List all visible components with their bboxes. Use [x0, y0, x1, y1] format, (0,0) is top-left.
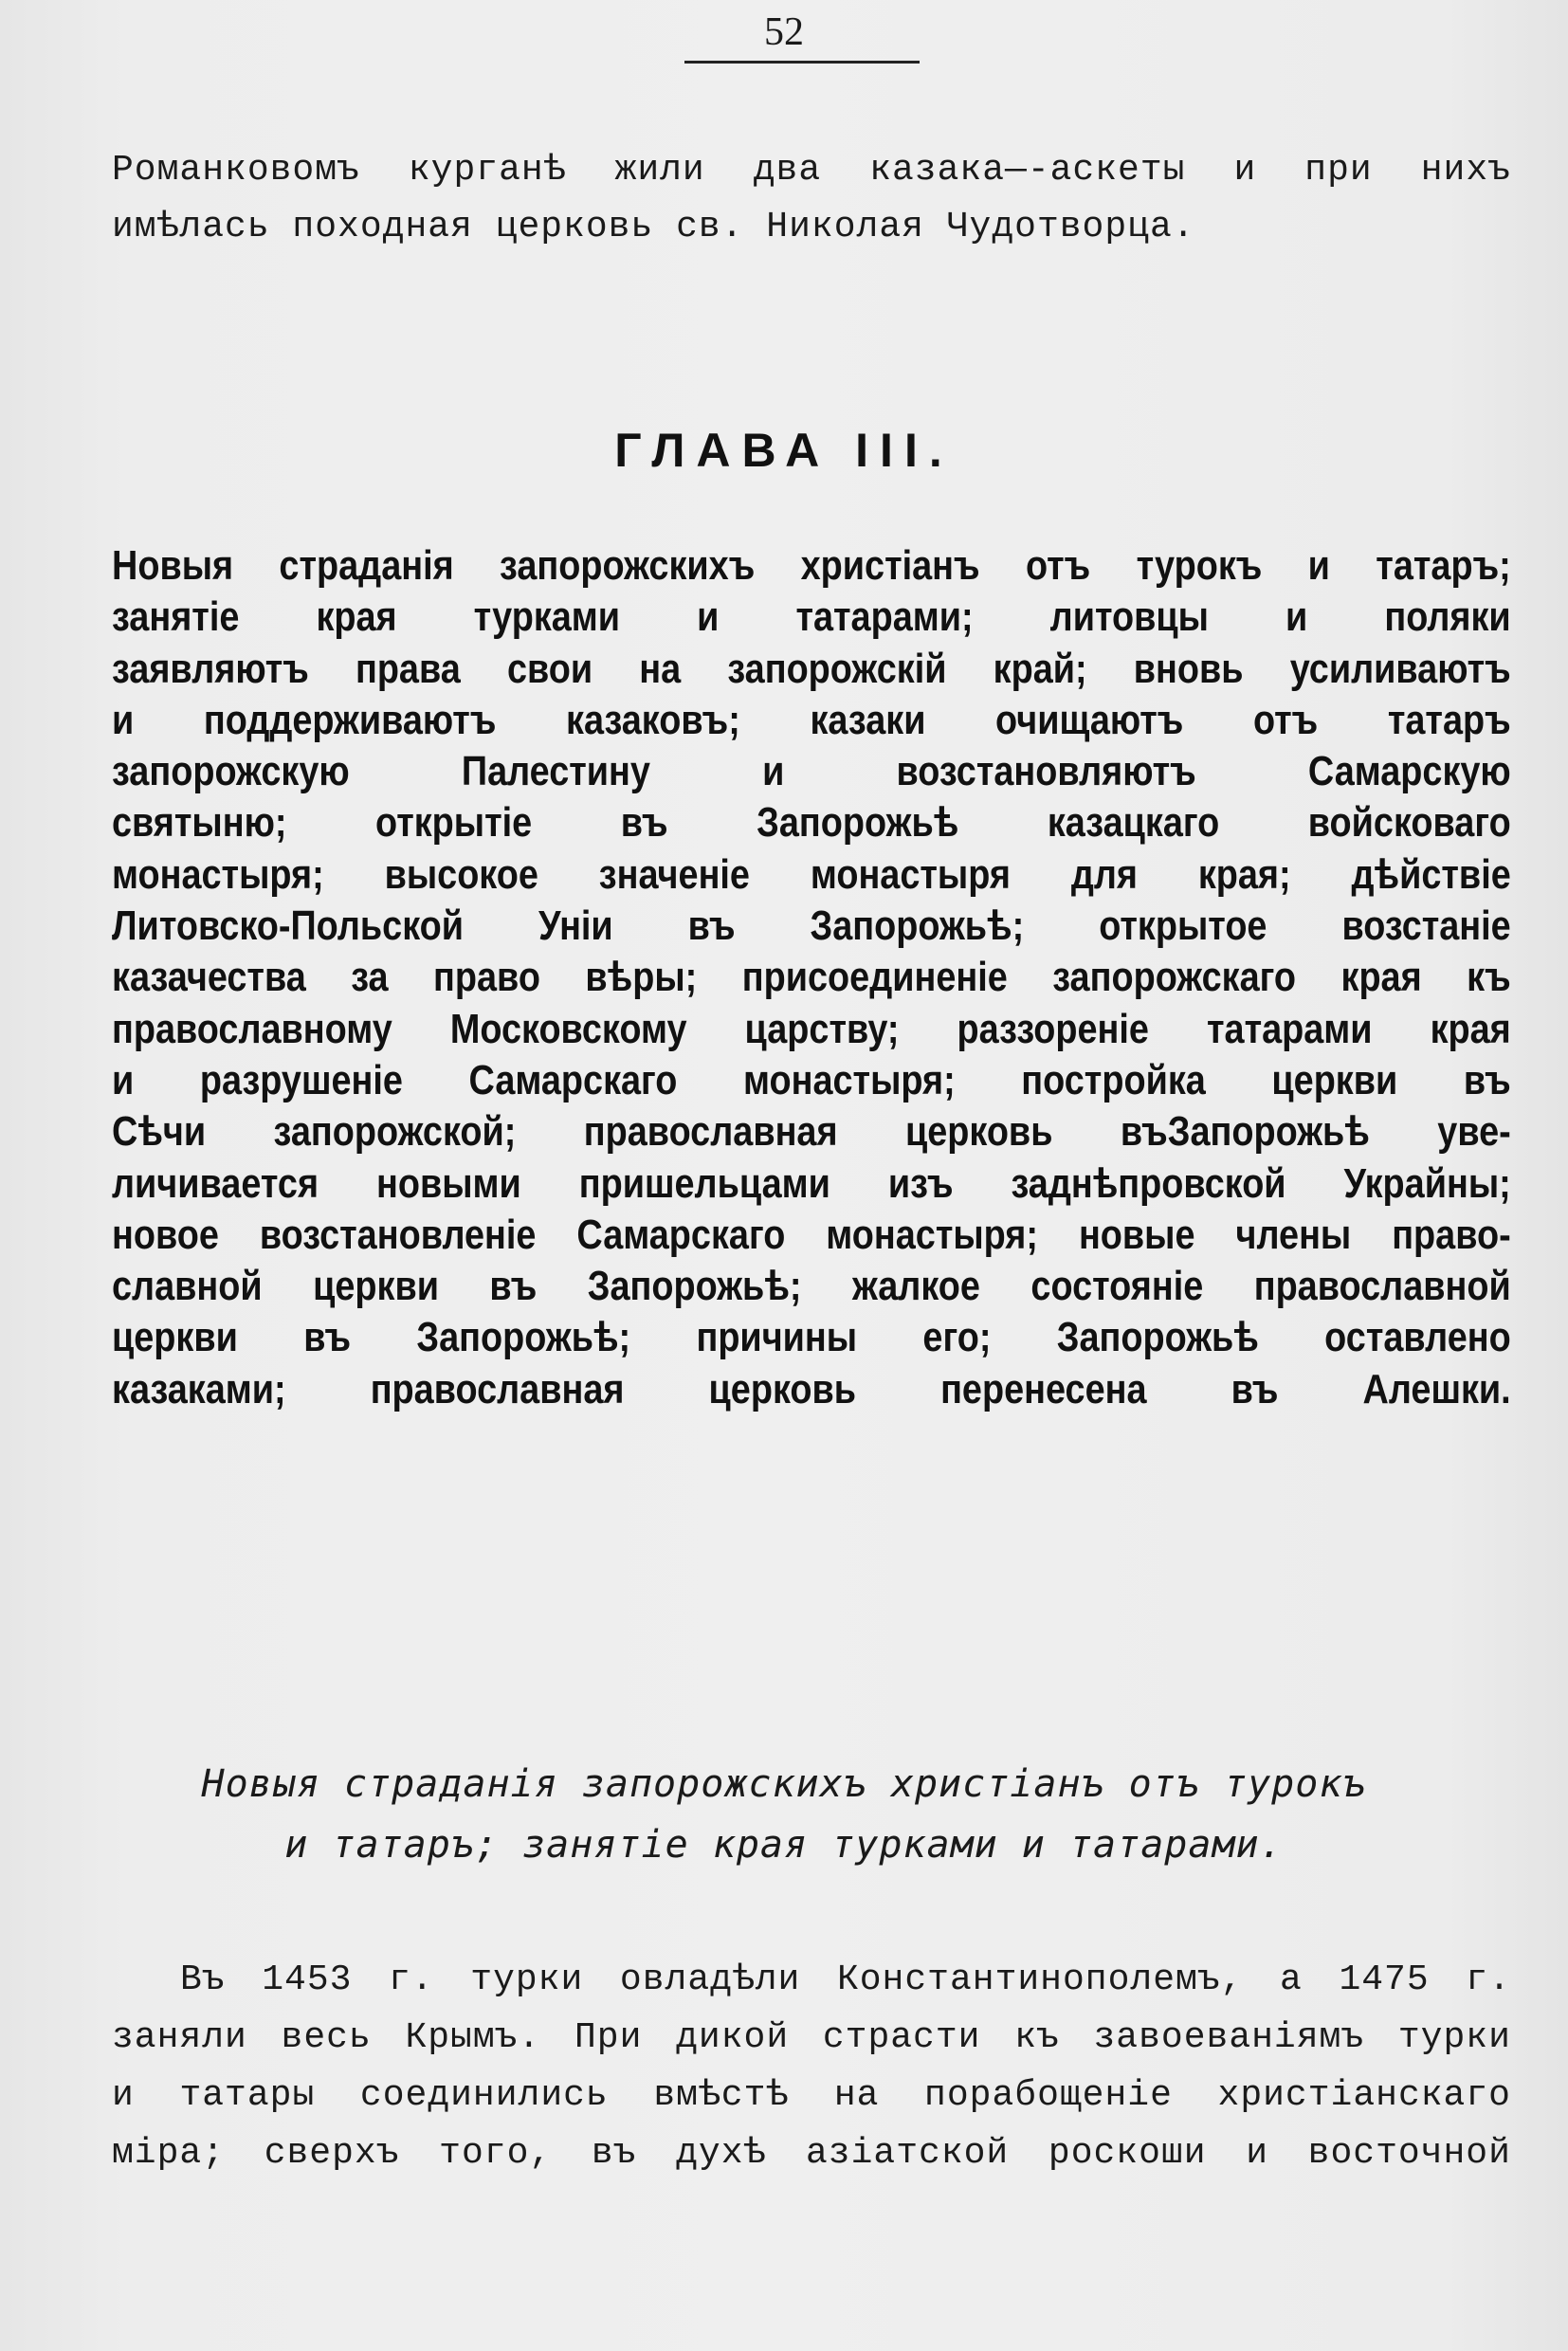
summary-line: монастыря; высокое значеніе монастыря для края; дѣйствіе — [112, 850, 1511, 898]
summary-line: личивается новыми пришельцами изъ заднѣпровской Украйны; — [112, 1159, 1511, 1207]
continuation-line: Романковомъ курганѣ жили два казака—-аскеты и при нихъ — [112, 150, 1511, 191]
section-heading-line: и татаръ; занятіе края турками и татарами. — [284, 1823, 1284, 1867]
summary-line: заявляютъ права свои на запорожскій край; вновь усиливаютъ — [112, 645, 1511, 692]
continuation-line: имѣлась походная церковь св. Николая Чудотворца. — [112, 207, 1195, 247]
summary-line: православному Московскому царству; раззореніе татарами края — [112, 1005, 1511, 1052]
continuation-paragraph — [112, 142, 1511, 256]
summary-line: Сѣчи запорожской; православная церковь въЗапорожьѣ уве- — [112, 1108, 1511, 1156]
chapter-summary — [112, 540, 1511, 1415]
body-line: міра; сверхъ того, въ духѣ азіатской роскоши и восточной — [112, 2133, 1511, 2174]
section-heading-line: Новыя страданія запорожскихъ христіанъ отъ турокъ — [201, 1762, 1367, 1806]
body-line: заняли весь Крымъ. При дикой страсти къ завоеваніямъ турки — [112, 2017, 1511, 2058]
chapter-title: ГЛАВА III. — [614, 424, 954, 477]
summary-line: Литовско-Польской Уніи въ Запорожьѣ; открытое возстаніе — [112, 902, 1511, 950]
summary-line: Новыя страданія запорожскихъ христіанъ отъ турокъ и татаръ; — [112, 542, 1511, 589]
body-paragraph — [112, 1951, 1511, 2182]
summary-line: занятіе края турками и татарами; литовцы и поляки — [112, 593, 1511, 641]
summary-line: и разрушеніе Самарскаго монастыря; постройка церкви въ — [112, 1056, 1511, 1103]
summary-line: новое возстановленіе Самарскаго монастыря; новые члены право- — [112, 1211, 1511, 1258]
summary-line: казаками; православная церковь перенесена въ Алешки. — [112, 1365, 1511, 1412]
page-number: 52 — [764, 10, 804, 54]
summary-line: святыню; открытіе въ Запорожьѣ казацкаго войсковаго — [112, 799, 1511, 847]
section-heading — [0, 1754, 1568, 1875]
summary-line: славной церкви въ Запорожьѣ; жалкое состояніе православной — [112, 1263, 1511, 1310]
summary-line: церкви въ Запорожьѣ; причины его; Запорожьѣ оставлено — [112, 1314, 1511, 1361]
summary-line: казачества за право вѣры; присоединеніе запорожскаго края къ — [112, 954, 1511, 1001]
body-line: Въ 1453 г. турки овладѣли Константинополемъ, а 1475 г. — [180, 1959, 1511, 2000]
page-number-rule — [684, 61, 920, 64]
body-line: и татары соединились вмѣстѣ на порабощеніе христіанскаго — [112, 2075, 1511, 2116]
summary-line: запорожскую Палестину и возстановляютъ Самарскую — [112, 748, 1511, 795]
summary-line: и поддерживаютъ казаковъ; казаки очищаютъ отъ татаръ — [112, 696, 1511, 743]
